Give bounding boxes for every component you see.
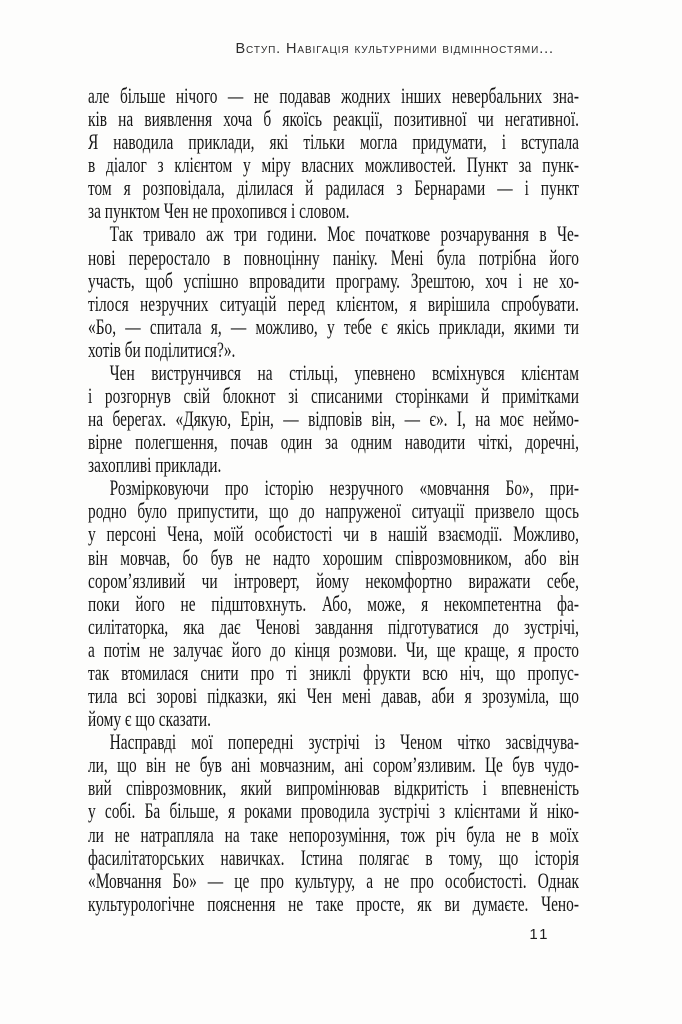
- text-line: в діалог з клієнтом у міру власних можливостей. Пункт за пунк-: [88, 152, 579, 178]
- text-line: нові переростало в повноцінну паніку. Мені була потрібна його: [88, 244, 579, 270]
- text-line: на берегах. «Дякую, Ерін, — відповів він, — є». І, на моє неймо-: [88, 406, 579, 432]
- text-line: поки його не підштовхнуть. Або, може, я некомпетентна фа-: [88, 590, 579, 616]
- text-line: сором’язливий чи інтроверт, йому некомфортно виражати себе,: [88, 567, 579, 593]
- text-line: і розгорнув свій блокнот зі списаними сторінками й примітками: [88, 383, 579, 409]
- text-line: культурологічне пояснення не таке просте, як ви думаєте. Чено-: [88, 890, 579, 916]
- text-line: йому є що сказати.: [88, 706, 211, 732]
- text-line: том я розповідала, ділилася й радилася з Бернарами — і пункт: [88, 175, 579, 201]
- text-line: захопливі приклади.: [88, 452, 222, 478]
- text-line: «Бо, — спитала я, — можливо, у тебе є якісь приклади, якими ти: [88, 313, 579, 339]
- text-line: вий співрозмовник, який випромінював відкритість і впевненість: [88, 775, 579, 801]
- text-line: він мовчав, бо був не надто хорошим співрозмовником, або він: [88, 544, 579, 570]
- text-line: «Мовчання Бо» — це про культуру, а не про особистості. Однак: [88, 867, 579, 893]
- paragraph: [88, 730, 579, 915]
- text-line: родно було припустити, що до напруженої ситуації призвело щось: [88, 498, 579, 524]
- text-line: ків на виявлення хоча б якоїсь реакції, позитивної чи негативної.: [88, 106, 579, 132]
- text-line: силітаторка, яка дає Ченові завдання підготуватися до зустрічі,: [88, 613, 579, 639]
- text-line: вірне полегшення, почав один за одним наводити чіткі, доречні,: [88, 429, 579, 455]
- paragraph: [88, 222, 579, 360]
- text-line: участь, щоб успішно впровадити програму. Зрештою, хоч і не хо-: [88, 267, 579, 293]
- paragraph: [88, 361, 579, 476]
- text-line: Чен виструнчився на стільці, упевнено всміхнувся клієнтам: [109, 359, 579, 385]
- text-line: так втомилася снити про ті зниклі фрукти всю ніч, що пропус-: [88, 659, 579, 685]
- paragraph: [88, 84, 579, 222]
- text-line: Так тривало аж три години. Моє початкове розчарування в Че-: [109, 221, 579, 247]
- text-line: за пунктом Чен не прохопився і словом.: [88, 198, 350, 224]
- text-line: у персоні Чена, моїй особистості чи в нашій взаємодії. Можливо,: [88, 521, 579, 547]
- text-line: ли не натрапляла на таке непорозуміння, тож річ була не в моїх: [88, 821, 579, 847]
- text-line: хотів би поділитися?».: [88, 336, 236, 362]
- text-line: Розмірковуючи про історію незручного «мовчання Бо», при-: [109, 475, 579, 501]
- text-line: фасилітаторських навичках. Істина полягає в тому, що історія: [88, 844, 579, 870]
- page-text: [88, 84, 579, 915]
- text-line: а потім не залучає його до кінця розмови. Чи, ще краще, я просто: [88, 636, 579, 662]
- paragraph: [88, 476, 579, 730]
- text-line: але більше нічого — не подавав жодних інших невербальних зна-: [88, 83, 579, 108]
- text-line: Я наводила приклади, які тільки могла придумати, і вступала: [88, 129, 579, 155]
- text-line: у собі. Ба більше, я роками проводила зустрічі з клієнтами й ніко-: [88, 798, 579, 824]
- text-line: тілося незручних ситуацій перед клієнтом, я вирішила спробувати.: [88, 290, 579, 316]
- text-line: тила всі зорові підказки, які Чен мені давав, аби я зрозуміла, що: [88, 683, 579, 709]
- text-line: Насправді мої попередні зустрічі із Ченом чітко засвідчува-: [109, 729, 579, 755]
- running-head: Вступ. Навігація культурними відмінностями...: [235, 41, 554, 57]
- page-number: 11: [529, 926, 550, 943]
- text-line: ли, що він не був ані мовчазним, ані сором’язливим. Це був чудо-: [88, 752, 579, 778]
